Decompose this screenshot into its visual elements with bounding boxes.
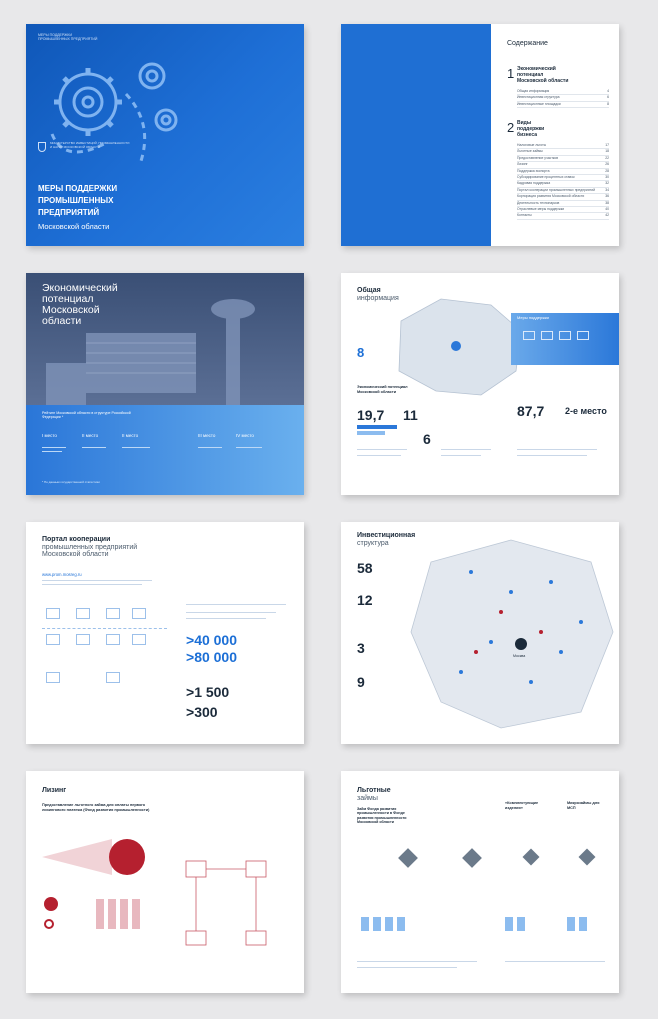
cover-title-line2: ПРОМЫШЛЕННЫХ (38, 196, 114, 205)
s2-item-label: Поддержка экспорта (517, 168, 550, 173)
moscow-label: Москва (513, 654, 526, 658)
loans-sub: Займ Фонда развития промышленности в Фонде развития промышленности Московской области (357, 807, 407, 825)
loans-page (341, 771, 619, 993)
s2-item-page: 28 (605, 168, 609, 173)
invest-map (401, 532, 619, 732)
leasing-page (26, 771, 304, 993)
leasing-title: Лизинг (42, 787, 67, 794)
s2-item-page: 30 (605, 174, 609, 179)
stat-e: 87,7 (517, 403, 545, 419)
portal-big-3: >1 500 (186, 684, 230, 700)
portal-big-1: >40 000 (186, 632, 238, 648)
s2-item-page: 36 (605, 194, 609, 199)
s2-item-label: Налоговые льготы (517, 143, 547, 147)
portal-url-link[interactable]: www.prom.mosreg.ru (42, 572, 82, 577)
s1-item-page: 6 (607, 95, 609, 100)
stat-f: 2-е место (565, 406, 607, 416)
cover-ministry: МИНИСТЕРСТВО ИНВЕСТИЦИЙ, ПРОМЫШЛЕННОСТИ И НАУКИ МОСКОВСКОЙ ОБЛАСТИ (50, 141, 130, 149)
s2-item-label: Деятельность технопарков (517, 200, 560, 205)
invest-title-1: Инвестиционная (357, 532, 416, 539)
portal-title: Портал кооперации промышленных предприятий Московской области (42, 536, 138, 558)
loans-title-2: займы (357, 795, 378, 802)
contents-s1-number: 1 (507, 66, 515, 81)
general-info-page (341, 273, 619, 495)
invest-n2: 12 (357, 592, 373, 608)
s2-item-page: 34 (605, 187, 609, 192)
contents-s1-title: Экономический потенциал Московской области (517, 66, 569, 84)
s2-item-page: 42 (605, 213, 609, 218)
leasing-funnel (42, 827, 162, 887)
leasing-sub: Предоставление льготного займа для оплаты первого лизингового платежа (Фонд развития промышленности) (42, 803, 150, 812)
s2-item-page: 18 (605, 149, 609, 154)
s2-item-label: Лизинг (517, 162, 528, 167)
stat-a: 8 (357, 345, 365, 360)
s2-item-label: Кадровая поддержка (517, 181, 551, 186)
portal-big-2: >80 000 (186, 649, 238, 665)
s2-item-label: Льготные займы (517, 149, 543, 154)
invest-n1: 58 (357, 560, 373, 576)
s2-item-page: 38 (605, 200, 609, 205)
coat-of-arms-icon (38, 142, 46, 152)
s2-item-page: 32 (605, 181, 609, 186)
cover-subtitle: Московской области (38, 222, 110, 231)
s1-item-label: Общая информация (517, 89, 550, 93)
invest-n3: 3 (357, 640, 365, 656)
portal-page (26, 522, 304, 744)
general-title-2: информация (357, 295, 399, 302)
rating-label: Рейтинг Московской области в структуре Российской Федерации * (42, 411, 131, 420)
s1-item-label: Инвестиционные площадки (517, 101, 561, 106)
potential-page (26, 273, 304, 495)
s2-item-label: Портал кооперации промышленных предприятий (517, 187, 595, 192)
contents-s2-number: 2 (507, 120, 515, 135)
s2-item-label: Корпорация развития Московской области (517, 194, 585, 199)
s1-item-page: 8 (607, 101, 609, 106)
place-4: III место (198, 433, 216, 438)
s2-item-label: Субсидирование процентных ставок (517, 174, 575, 179)
portal-big-4: >300 (186, 704, 218, 720)
stat-d: 6 (423, 431, 431, 447)
place-1: I место (42, 433, 57, 438)
stat-b: 19,7 (357, 407, 385, 423)
cover-org-top: МЕРЫ ПОДДЕРЖКИ ПРОМЫШЛЕННЫХ ПРЕДПРИЯТИЙ (38, 33, 98, 41)
invest-structure-page (341, 522, 619, 744)
invest-n4: 9 (357, 674, 365, 690)
s2-item-label: Контакты (517, 213, 532, 218)
econ-label: Экономический потенциал Московской области (357, 385, 408, 394)
gears-icon (44, 54, 194, 174)
s2-item[interactable] (517, 213, 609, 219)
s2-item-page: 22 (605, 155, 609, 160)
s2-item-page: 17 (605, 143, 609, 147)
potential-footnote: * По данным государственной статистики (42, 480, 100, 484)
place-5: IV место (236, 433, 254, 438)
contents-page (341, 24, 619, 246)
contents-blue-panel (341, 24, 491, 246)
measures-label: Меры поддержки (517, 315, 549, 320)
place-3: II место (122, 433, 139, 438)
cover-page (26, 24, 304, 246)
s2-item-label: Отраслевые меры поддержки (517, 206, 565, 211)
contents-s2-list (517, 143, 609, 220)
s1-item-label: Инвестиционная структура (517, 95, 560, 100)
loans-title-1: Льготные (357, 787, 391, 794)
loans-col3: Микрозаймы для МСП (567, 801, 600, 810)
invest-title-2: структура (357, 540, 389, 547)
s2-item-page: 40 (605, 206, 609, 211)
stat-c: 11 (403, 407, 418, 423)
place-2: II место (82, 433, 99, 438)
cover-title-line3: ПРЕДПРИЯТИЙ (38, 208, 100, 217)
cover-title-line1: МЕРЫ ПОДДЕРЖКИ (38, 184, 118, 193)
general-title-1: Общая (357, 287, 381, 294)
potential-title: Экономический потенциал Московской области (42, 282, 118, 327)
loans-col2: «Комплектующие изделия» (505, 801, 539, 810)
contents-s2-title: Виды поддержки бизнеса (517, 120, 545, 138)
s2-item-label: Предоставление участков (517, 155, 559, 160)
contents-heading: Содержание (507, 40, 548, 47)
s1-item-page: 4 (607, 89, 609, 93)
s2-item-page: 26 (605, 162, 609, 167)
s1-item[interactable] (517, 102, 609, 108)
leasing-flow-diagram (176, 831, 286, 951)
contents-s1-list (517, 89, 609, 108)
